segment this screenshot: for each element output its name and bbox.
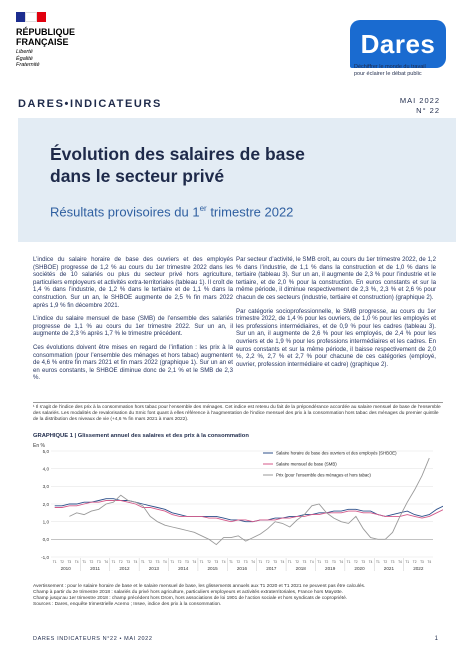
x-quarter-label: T1 [111,560,116,564]
x-year-label: 2016 [236,566,248,571]
x-quarter-label: T4 [104,560,108,564]
motto-line-2: Égalité [16,55,33,62]
x-quarter-label: T2 [265,560,270,564]
x-quarter-label: T4 [74,560,79,564]
series-title: DARES•INDICATEURS [18,98,162,110]
french-flag-icon [16,12,46,22]
x-quarter-label: T3 [155,560,160,564]
x-year-label: 2014 [178,566,189,571]
subtitle-sup: er [199,204,207,213]
x-quarter-label: T4 [162,560,167,564]
x-quarter-label: T1 [82,560,86,564]
x-quarter-label: T4 [192,560,197,564]
tagline-line-2: pour éclairer le débat public [354,71,422,77]
body-column-left [33,256,233,388]
x-quarter-label: T3 [390,560,395,564]
issue-number: N° 22 [416,106,440,115]
subtitle-pre: Résultats provisoires du 1 [50,204,200,220]
y-tick-label: 3,0 [42,484,49,490]
x-quarter-label: T2 [324,560,329,564]
x-quarter-label: T1 [405,560,410,564]
line-chart [33,441,443,581]
x-quarter-label: T2 [207,560,211,564]
rf-motto [16,49,40,69]
x-quarter-label: T3 [331,560,336,564]
y-tick-label: -1,0 [41,554,49,560]
x-year-label: 2011 [90,566,101,571]
x-quarter-label: T2 [118,560,123,564]
series-line [55,495,443,522]
x-quarter-label: T1 [376,560,380,564]
x-year-label: 2012 [119,566,130,571]
x-quarter-label: T4 [221,560,226,564]
x-quarter-label: T1 [258,560,263,564]
issue-date: MAI 2022 [399,96,440,105]
issue-info [400,96,440,116]
x-quarter-label: T4 [309,560,314,564]
y-tick-label: 5,0 [42,448,49,454]
y-tick-label: 4,0 [42,466,49,472]
footer-label: DARES INDICATEURS N°22 • MAI 2022 [33,636,153,642]
x-quarter-label: T1 [52,560,57,564]
x-year-label: 2018 [295,566,306,571]
x-quarter-label: T1 [317,560,322,564]
body-column-right [236,256,436,374]
page-subtitle [50,204,293,219]
motto-line-1: Liberté [16,49,33,55]
y-tick-label: 1,0 [42,519,49,525]
x-quarter-label: T1 [346,560,351,564]
x-quarter-label: T4 [368,560,373,564]
x-quarter-label: T2 [353,560,358,564]
subtitle-post: trimestre 2022 [206,204,294,220]
x-quarter-label: T2 [383,560,388,564]
note-line: Champ à partir du 2e trimestre 2018 : salariés du privé hors agriculture, particuliers employeurs et activités extraterritoriales, France hors Mayotte. [33,590,344,595]
legend-label: Salaire horaire de base des ouvriers et des employés (SHBOE) [276,450,397,456]
title-line-1: Évolution des salaires de base [50,144,305,164]
x-quarter-label: T2 [412,560,417,564]
x-quarter-label: T3 [214,560,219,564]
x-year-label: 2017 [266,566,277,571]
x-quarter-label: T3 [126,560,131,564]
footnote: ¹ Il s’agit de l’indice des prix à la consommation hors tabac pour l’ensemble des ménages. Cet indice est retenu du fait de la prépondérance accordée au salaire mensuel de base de l’ensemble des salariés. Les modalités de revalorisation du Smic font quant à elles référence à l’augmentation de l’indice mensuel des prix à la consommation hors tabac des ménages du premier quintile de la distribution des niveaux de vie (+4,6 % fin mars 2021 à mars 2022). [33,402,443,423]
x-year-label: 2022 [413,566,424,571]
republique-francaise-logo [16,27,75,47]
x-quarter-label: T2 [60,560,64,564]
x-year-label: 2021 [383,566,395,571]
y-tick-label: 2,0 [42,501,49,507]
y-axis-label: En % [33,443,45,449]
x-quarter-label: T2 [295,560,299,564]
paragraph: L’indice du salaire mensuel de base (SMB) de l’ensemble des salariés progresse de 1,1 % au cours du 1er trimestre 2022. Sur un an, il augmente de 2,3 % après 1,7 % le trimestre précédent. [33,315,233,338]
x-quarter-label: T1 [229,560,233,564]
rf-line-2: FRANÇAISE [16,37,69,47]
motto-line-3: Fraternité [16,62,40,68]
x-quarter-label: T3 [361,560,366,564]
graph-title: GRAPHIQUE 1 | Glissement annuel des salaires et des prix à la consommation [33,433,249,439]
x-quarter-label: T4 [427,560,432,564]
dares-logo [350,20,446,68]
x-quarter-label: T1 [140,560,145,564]
paragraph: Par catégorie socioprofessionnelle, le SMB progresse, au cours du 1er trimestre 2022, de 1,4 % pour les ouvriers, de 1,0 % pour les employés et les professions intermédiaires, et de 0,9 % pour les cadres (tableau 3). Sur un an, il augmente de 2,6 % pour les employés, de 2,4 % pour les ouvriers et de 1,9 % pour les professions intermédiaires et les cadres. En euros constants et sur la même période, il baisse respectivement de 2,0 %, 2,2 %, 2,7 % et 2,7 % pour chacune de ces catégories (employé, ouvrier, profession intermédiaire et cadre) (graphique 2). [236,307,436,368]
x-quarter-label: T3 [273,560,277,564]
note-line: Avertissement : pour le salaire horaire de base et le salaire mensuel de base, les glissements annuels aux T1 2020 et T1 2021 ne peuvent pas être calculés. [33,584,366,589]
dares-tagline [354,64,426,78]
tagline-line-1: Déchiffrer le monde du travail [354,64,426,70]
x-quarter-label: T1 [170,560,175,564]
legend-label: Salaire mensuel de base (SMB) [276,461,337,467]
x-quarter-label: T1 [199,560,204,564]
x-quarter-label: T3 [243,560,248,564]
x-quarter-label: T2 [148,560,153,564]
x-year-label: 2010 [60,566,71,571]
x-quarter-label: T2 [236,560,241,564]
page-title [50,143,350,187]
note-line: Sources : Dares, enquête trimestrielle Acemo ; Insee, indice des prix à la consommation. [33,602,222,607]
title-line-2: dans le secteur privé [50,166,225,186]
x-quarter-label: T4 [339,560,344,564]
legend-label: Prix (pour l’ensemble des ménages et hors tabac) [276,472,371,478]
x-quarter-label: T4 [398,560,402,564]
x-year-label: 2013 [148,566,159,571]
paragraph: L’indice du salaire horaire de base des ouvriers et des employés (SHBOE) progresse de 1,2 % au cours du 1er trimestre 2022 dans les sociétés de 10 salariés ou plus du secteur privé hors agriculture, particuliers employeurs et activités extra-territoriales (tableau 1). Il croît de 1,4 % dans l’industrie, de 1,2 % dans le tertiaire et de 1,1 % dans la construction. Sur un an, le SHBOE augmente de 2,5 % fin mars 2022 après 1,9 % fin décembre 2021. [33,256,233,309]
x-quarter-label: T3 [67,560,72,564]
page-number: 1 [434,636,438,642]
x-quarter-label: T3 [420,560,424,564]
x-year-label: 2019 [325,566,336,571]
x-year-label: 2015 [207,566,218,571]
x-year-label: 2020 [354,566,365,571]
x-quarter-label: T1 [287,560,292,564]
x-quarter-label: T4 [251,560,255,564]
x-quarter-label: T3 [302,560,307,564]
paragraph: Ces évolutions doivent être mises en regard de l’inflation : les prix à la consommation (pour l’ensemble des ménages et hors tabac) augmentent de 4,6 % entre fin mars 2021 et fin mars 2022 (graphique 1). Sur un an et en euros constants, le SHBOE diminue donc de 2,1 % et le SMB de 2,3 %. [33,343,233,382]
note-line: Champ jusqu’au 1er trimestre 2018 : champ précédent hors Drom, hors associations de loi 1901 de l’action sociale et hors syndicats de copropriété. [33,596,348,601]
paragraph: Par secteur d’activité, le SMB croît, au cours du 1er trimestre 2022, de 1,2 % dans l’industrie, de 1,1 % dans la construction et de 1,0 % dans le tertiaire (tableau 3). Sur un an, il augmente de 2,3 % pour l’industrie et le tertiaire, et de 2,0 % pour la construction. En euros constants et sur la même période, il diminue respectivement de 2,3 %, 2,3 % et 2,6 % pour chacun de ces secteurs (industrie, tertiaire et construction) (graphique 2). [236,256,436,301]
x-quarter-label: T4 [133,560,138,564]
x-quarter-label: T3 [185,560,189,564]
chart-notes [33,584,443,608]
rf-line-1: RÉPUBLIQUE [16,27,76,37]
x-quarter-label: T2 [177,560,182,564]
x-quarter-label: T3 [96,560,101,564]
x-quarter-label: T2 [89,560,94,564]
y-tick-label: 0,0 [42,537,49,543]
x-quarter-label: T4 [280,560,285,564]
dares-logo-text: Dares [360,28,436,59]
